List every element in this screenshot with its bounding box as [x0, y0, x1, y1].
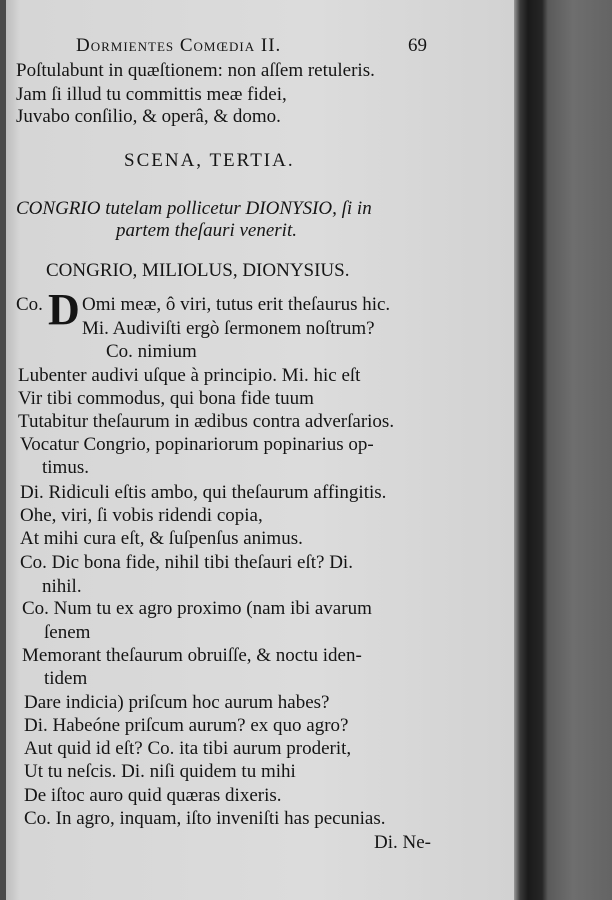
text-line: Tutabitur theſaurum in ædibus contra adverſarios. — [18, 411, 395, 432]
text-line: Co. nimium — [106, 341, 197, 362]
running-title: Dormientes Comœdia II. — [76, 35, 282, 56]
text-line: De iſtoc auro quid quæras dixeris. — [24, 785, 282, 806]
text-line: Mi. Audiviſti ergò ſermonem noſtrum? — [82, 318, 375, 339]
text-line: Jam ſi illud tu committis meæ fidei, — [16, 84, 287, 105]
drop-cap: D — [48, 285, 80, 334]
catchword: Di. Ne- — [374, 832, 431, 853]
text-line: Vocatur Congrio, popinariorum popinarius op- — [20, 434, 374, 455]
text-line: Aut quid id eſt? Co. ita tibi aurum proderit, — [24, 738, 352, 759]
text-line: nihil. — [42, 576, 82, 597]
text-line: Poſtulabunt in quæſtionem: non aſſem retuleris. — [16, 60, 375, 81]
text-line: Omi meæ, ô viri, tutus erit theſaurus hic. — [82, 294, 391, 315]
text-line: Co. Dic bona fide, nihil tibi theſauri eſt? Di. — [20, 552, 353, 573]
text-line: Di. Ridiculi eſtis ambo, qui theſaurum affingitis. — [20, 482, 387, 503]
scene-argument: CONGRIO tutelam pollicetur DIONYSIO, ſi in — [16, 198, 372, 219]
text-line: Co. In agro, inquam, iſto inveniſti has pecunias. — [24, 808, 386, 829]
characters-list: CONGRIO, MILIOLUS, DIONYSIUS. — [46, 260, 350, 281]
text-line: Memorant theſaurum obruiſſe, & noctu iden- — [22, 645, 362, 666]
book-page — [6, 0, 516, 900]
scene-title: SCENA, TERTIA. — [124, 150, 295, 171]
book-binding-edge — [514, 0, 612, 900]
text-line: Lubenter audivi uſque à principio. Mi. hic eſt — [18, 365, 361, 386]
text-line: Ut tu neſcis. Di. niſi quidem tu mihi — [24, 761, 296, 782]
text-line: timus. — [42, 457, 89, 478]
speaker-label: Co. — [16, 294, 43, 315]
scene-argument: partem theſauri venerit. — [116, 220, 297, 241]
text-line: Ohe, viri, ſi vobis ridendi copia, — [20, 505, 263, 526]
text-line: Vir tibi commodus, qui bona fide tuum — [18, 388, 314, 409]
page-number: 69 — [408, 35, 427, 56]
text-line: Di. Habeóne priſcum aurum? ex quo agro? — [24, 715, 349, 736]
text-line: Co. Num tu ex agro proximo (nam ibi avarum — [22, 598, 372, 619]
text-line: ſenem — [44, 622, 91, 643]
text-line: Dare indicia) priſcum hoc aurum habes? — [24, 692, 330, 713]
text-line: tidem — [44, 668, 88, 689]
text-line: At mihi cura eſt, & ſuſpenſus animus. — [20, 528, 303, 549]
text-line: Juvabo conſilio, & operâ, & domo. — [16, 106, 281, 127]
